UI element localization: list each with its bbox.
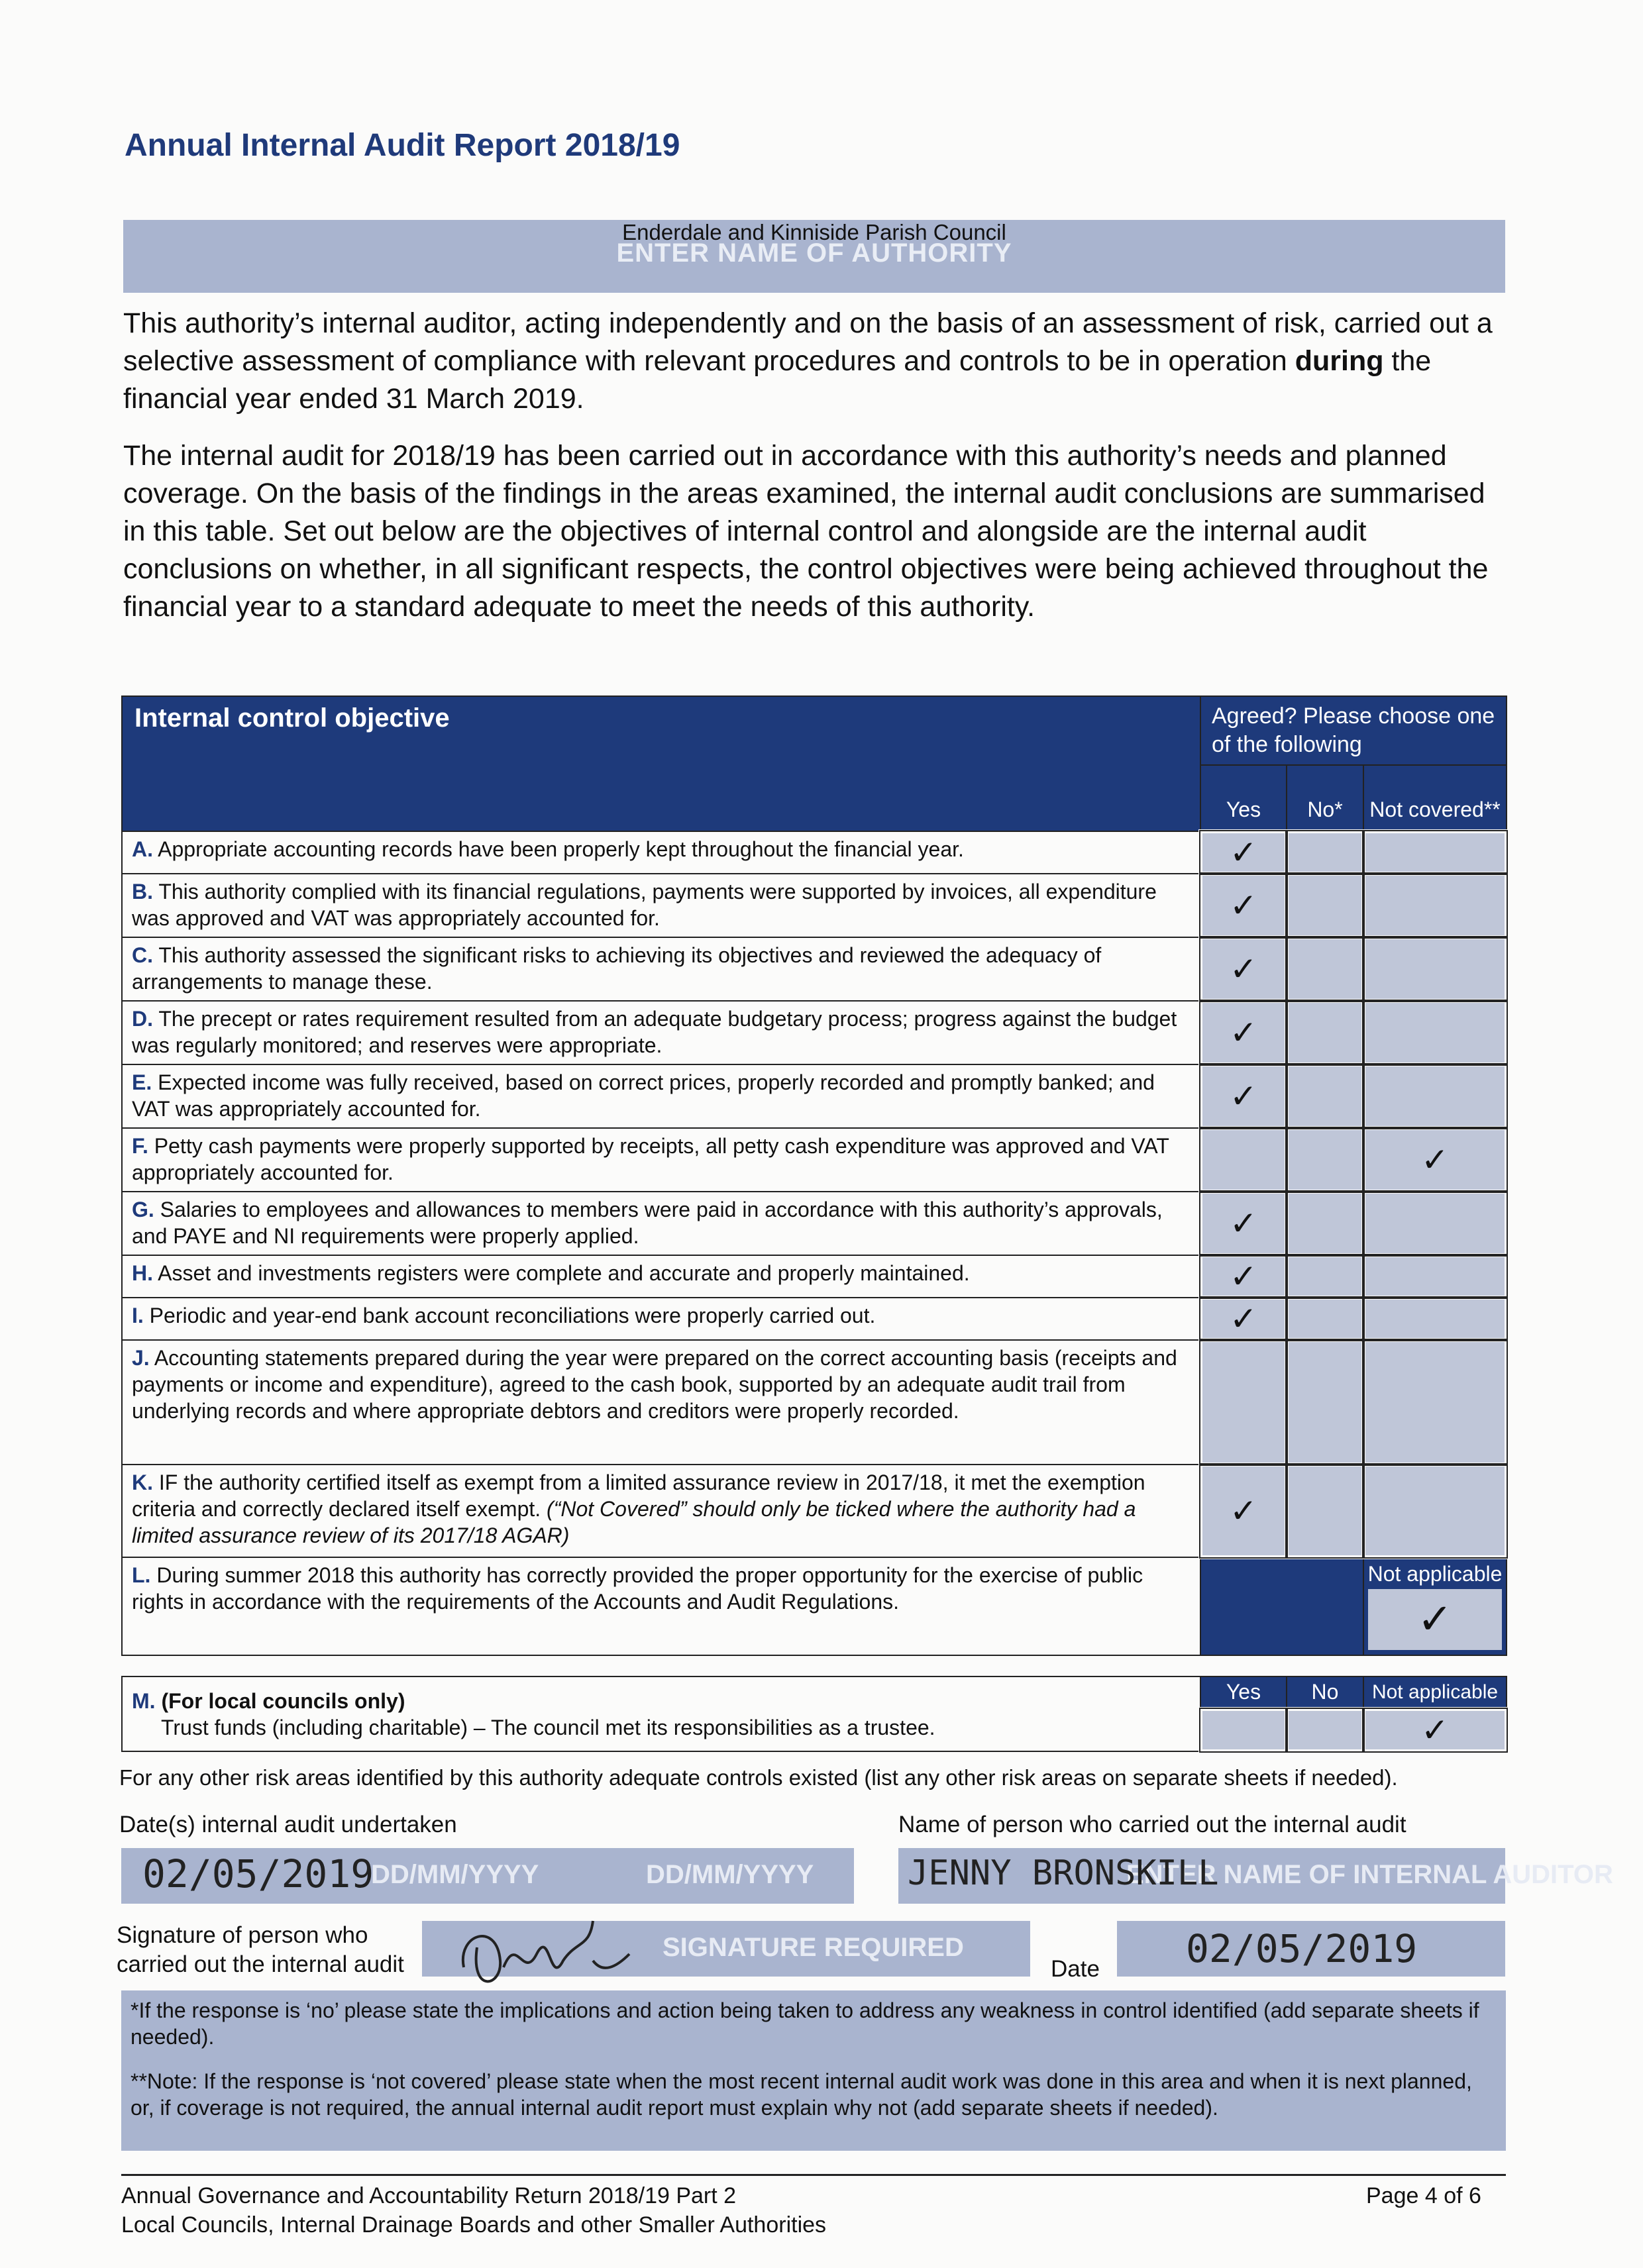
checkbox-no[interactable]: [1287, 874, 1363, 937]
checkbox-no[interactable]: [1287, 1465, 1363, 1557]
authority-name-value: Enderdale and Kinniside Parish Council: [622, 220, 1006, 244]
checkbox-not-covered[interactable]: [1363, 1192, 1507, 1255]
checkbox-not-covered[interactable]: [1363, 1465, 1507, 1557]
header-objective: Internal control objective: [122, 696, 1200, 831]
row-l-disabled: [1200, 1557, 1363, 1655]
checkbox-no[interactable]: [1287, 831, 1363, 874]
row-text: Periodic and year-end bank account reconciliations were properly carried out.: [149, 1304, 876, 1327]
objective-text-cell: [122, 1064, 1200, 1128]
checkbox-no[interactable]: [1287, 1128, 1363, 1192]
table-row: [122, 1340, 1507, 1465]
trust-funds-table: [121, 1676, 1509, 1753]
row-text: During summer 2018 this authority has correctly provided the proper opportunity for the exercise of public rights in accordance with the requirements of the Accounts and Audit Regulations.: [132, 1563, 1143, 1614]
checkbox-not-applicable[interactable]: [1368, 1589, 1502, 1650]
audit-dates-label: Date(s) internal audit undertaken: [119, 1812, 457, 1837]
signature-placeholder: SIGNATURE REQUIRED: [662, 1933, 964, 1962]
checkbox-yes[interactable]: [1200, 1465, 1287, 1557]
row-text: Salaries to employees and allowances to members were paid in accordance with this authority’s approvals, and PAYE and NI requirements were properly applied.: [132, 1198, 1163, 1248]
objective-text-cell: [122, 937, 1200, 1001]
row-letter: D.: [132, 1007, 153, 1031]
row-letter: I.: [132, 1304, 144, 1327]
header-yes: Yes: [1200, 1676, 1287, 1709]
footer-line-1: Annual Governance and Accountability Return 2018/19 Part 2: [121, 2183, 737, 2208]
table-row-k: [122, 1465, 1507, 1557]
row-l-na: [1363, 1557, 1507, 1655]
footer-divider: [121, 2174, 1506, 2176]
row-italic-note: (“Not Covered” should only be ticked where the authority had a limited assurance review of its 2017/18 AGAR): [132, 1497, 1136, 1547]
objective-l: [122, 1557, 1200, 1655]
checkbox-not-covered[interactable]: [1363, 1064, 1507, 1128]
header-not-applicable: Not applicable: [1363, 1676, 1507, 1709]
row-text: Accounting statements prepared during the year were prepared on the correct accounting basis (receipts and payments or income and expenditure), agreed to the cash book, supported by an adequate audit trail from underlying records and where appropriate debtors and creditors were properly recorded.: [132, 1346, 1177, 1423]
row-letter: G.: [132, 1198, 154, 1221]
checkbox-yes[interactable]: [1200, 1340, 1287, 1465]
checkbox-yes[interactable]: [1200, 1709, 1287, 1751]
tick-icon: ✓: [1230, 950, 1257, 988]
footer-line-2: Local Councils, Internal Drainage Boards and other Smaller Authorities: [121, 2212, 827, 2238]
checkbox-not-applicable[interactable]: [1363, 1709, 1507, 1751]
table-row: [122, 874, 1507, 937]
signature-date-label: Date: [1051, 1956, 1100, 1982]
checkbox-not-covered[interactable]: [1363, 1340, 1507, 1465]
objective-text-cell: [122, 1001, 1200, 1064]
checkbox-not-covered[interactable]: [1363, 1001, 1507, 1064]
row-text: Appropriate accounting records have been properly kept throughout the financial year.: [158, 837, 964, 861]
tick-icon: ✓: [1421, 1711, 1449, 1749]
authority-name-placeholder: ENTER NAME OF AUTHORITY: [616, 238, 1012, 268]
row-m-title: (For local councils only): [161, 1688, 405, 1713]
other-risk-areas-text: For any other risk areas identified by this authority adequate controls existed (list any other risk areas on separate sheets if needed).: [119, 1765, 1398, 1790]
tick-icon: ✓: [1230, 1204, 1257, 1243]
not-applicable-label: Not applicable: [1364, 1559, 1506, 1589]
header-not-covered: Not covered**: [1363, 765, 1507, 831]
row-text: The precept or rates requirement resulted from an adequate budgetary process; progress against the budget was regularly monitored; and reserves were appropriate.: [132, 1007, 1177, 1057]
objective-k: [122, 1465, 1200, 1557]
signature-label-1: Signature of person who: [117, 1922, 368, 1948]
checkbox-not-covered[interactable]: [1363, 831, 1507, 874]
row-letter: L.: [132, 1563, 151, 1587]
intro-paragraph-1: [123, 305, 1508, 418]
table-row: [122, 1298, 1507, 1340]
checkbox-yes[interactable]: [1200, 1255, 1287, 1298]
row-letter: C.: [132, 943, 153, 967]
note-not-covered: **Note: If the response is ‘not covered’ please state when the most recent internal audit work was done in this area and when it is next planned, or, if coverage is not required, the annual internal audit report must explain why not (add separate sheets if needed).: [131, 2069, 1472, 2120]
checkbox-not-covered[interactable]: [1363, 937, 1507, 1001]
tick-icon: ✓: [1230, 1492, 1257, 1530]
tick-icon: ✓: [1230, 1013, 1257, 1052]
table-row: [122, 831, 1507, 874]
row-letter: A.: [132, 837, 153, 861]
row-letter: E.: [132, 1070, 152, 1094]
checkbox-no[interactable]: [1287, 1709, 1363, 1751]
tick-icon: ✓: [1230, 886, 1257, 925]
row-letter: K.: [132, 1470, 153, 1494]
checkbox-not-covered[interactable]: [1363, 1255, 1507, 1298]
checkbox-no[interactable]: [1287, 1192, 1363, 1255]
objective-m: [122, 1676, 1200, 1751]
checkbox-yes[interactable]: [1200, 1128, 1287, 1192]
objective-text-cell: [122, 1192, 1200, 1255]
tick-icon: ✓: [1230, 1257, 1257, 1296]
date-placeholder-2: DD/MM/YYYY: [646, 1860, 814, 1889]
auditor-name-label: Name of person who carried out the internal audit: [898, 1812, 1406, 1837]
tick-icon: ✓: [1230, 1300, 1257, 1338]
header-yes: Yes: [1200, 765, 1287, 831]
tick-icon: ✓: [1417, 1595, 1453, 1644]
checkbox-no[interactable]: [1287, 1064, 1363, 1128]
checkbox-no[interactable]: [1287, 1298, 1363, 1340]
row-letter: M.: [132, 1688, 156, 1713]
table-row: [122, 1001, 1507, 1064]
tick-icon: ✓: [1230, 833, 1257, 872]
header-no: No*: [1287, 765, 1363, 831]
row-letter: H.: [132, 1261, 153, 1285]
checkbox-no[interactable]: [1287, 1340, 1363, 1465]
table-row: [122, 1064, 1507, 1128]
control-objectives-table: [121, 696, 1509, 1656]
row-text: Expected income was fully received, based on correct prices, properly recorded and promptly banked; and VAT was appropriately accounted for.: [132, 1070, 1155, 1121]
row-letter: F.: [132, 1134, 148, 1158]
row-text: Trust funds (including charitable) – The council met its responsibilities as a trustee.: [161, 1715, 935, 1739]
intro-p1-text: This authority’s internal auditor, acting independently and on the basis of an assessment of risk, carried out a selective assessment of compliance with relevant procedures and controls to be in operation: [123, 307, 1493, 377]
checkbox-yes[interactable]: [1200, 874, 1287, 937]
checkbox-yes[interactable]: [1200, 1192, 1287, 1255]
row-text: IF the authority certified itself as exempt from a limited assurance review in 2017/18, it met the exemption criteria and correctly declared itself exempt.: [132, 1470, 1145, 1521]
footer-page-number: Page 4 of 6: [1366, 2183, 1481, 2208]
checkbox-no[interactable]: [1287, 1255, 1363, 1298]
checkbox-not-covered[interactable]: [1363, 1298, 1507, 1340]
note-no-response: *If the response is ‘no’ please state the implications and action being taken to address any weakness in control identified (add separate sheets if needed).: [131, 1998, 1479, 2049]
table-row: [122, 1192, 1507, 1255]
row-letter: B.: [132, 880, 153, 903]
report-title: Annual Internal Audit Report 2018/19: [125, 128, 680, 163]
checkbox-no[interactable]: [1287, 937, 1363, 1001]
objective-text-cell: [122, 1298, 1200, 1340]
objective-text-cell: [122, 1255, 1200, 1298]
table-row-l: [122, 1557, 1507, 1655]
table-row: [122, 1128, 1507, 1192]
row-letter: J.: [132, 1346, 150, 1370]
row-text: Petty cash payments were properly supported by receipts, all petty cash expenditure was approved and VAT appropriately accounted for.: [132, 1134, 1169, 1184]
auditor-name-handwritten: JENNY BRONSKILL: [908, 1853, 1219, 1893]
intro-p1-end: the financial year ended 31 March 2019.: [123, 345, 1432, 415]
objective-text-cell: [122, 1128, 1200, 1192]
row-text: This authority assessed the significant risks to achieving its objectives and reviewed the adequacy of arrangements to manage these.: [132, 943, 1102, 994]
tick-icon: ✓: [1421, 1141, 1449, 1179]
table-row: [122, 937, 1507, 1001]
checkbox-yes[interactable]: [1200, 831, 1287, 874]
objective-text-cell: [122, 831, 1200, 874]
checkbox-yes[interactable]: [1200, 1001, 1287, 1064]
checkbox-not-covered[interactable]: [1363, 1128, 1507, 1192]
checkbox-yes[interactable]: [1200, 1298, 1287, 1340]
audit-date-handwritten: 02/05/2019: [142, 1851, 374, 1896]
intro-paragraph-2: The internal audit for 2018/19 has been carried out in accordance with this authority’s needs and planned coverage. On the basis of the findings in the areas examined, the internal audit conclusions are summarised in this table. Set out below are the objectives of internal control and alongside are the internal audit conclusions on whether, in all significant respects, the control objectives were being achieved throughout the financial year to a standard adequate to meet the needs of this authority.: [123, 440, 1489, 623]
checkbox-not-covered[interactable]: [1363, 874, 1507, 937]
auditor-name-placeholder: ENTER NAME OF INTERNAL AUDITOR: [1126, 1860, 1613, 1889]
row-text: Asset and investments registers were complete and accurate and properly maintained.: [158, 1261, 970, 1285]
checkbox-yes[interactable]: [1200, 937, 1287, 1001]
row-text: This authority complied with its financial regulations, payments were supported by invoices, all expenditure was approved and VAT was appropriately accounted for.: [132, 880, 1157, 930]
header-agreed: Agreed? Please choose one of the following: [1200, 696, 1507, 765]
objective-text-cell: [122, 874, 1200, 937]
header-no: No: [1287, 1676, 1363, 1709]
signature-date-handwritten: 02/05/2019: [1186, 1926, 1418, 1971]
table-row: [122, 1255, 1507, 1298]
objective-text-cell: [122, 1340, 1200, 1465]
tick-icon: ✓: [1230, 1077, 1257, 1115]
date-placeholder-1: DD/MM/YYYY: [371, 1860, 539, 1889]
intro-p1-bold: during: [1295, 345, 1384, 377]
checkbox-no[interactable]: [1287, 1001, 1363, 1064]
signature-label-2: carried out the internal audit: [117, 1951, 404, 1977]
checkbox-yes[interactable]: [1200, 1064, 1287, 1128]
